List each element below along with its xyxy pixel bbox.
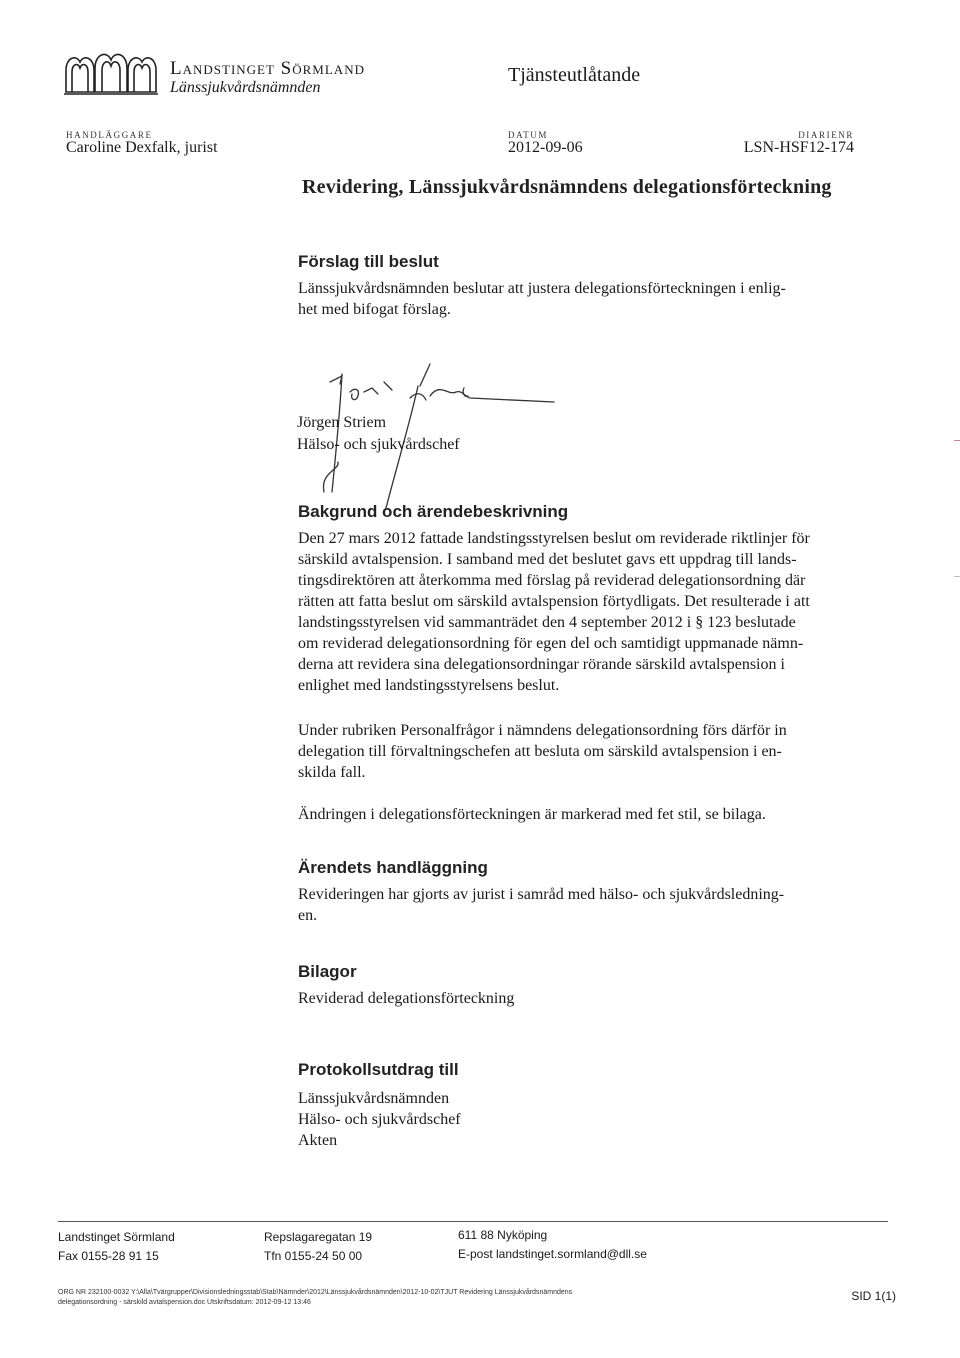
bilagor-item: Reviderad delegationsförteckning: [298, 990, 515, 1007]
handlaggning-text: [298, 884, 890, 926]
text-line: Den 27 mars 2012 fattade landstingsstyrelsen beslut om reviderade riktlinjer för: [298, 530, 810, 547]
andring-paragraph: Ändringen i delegationsförteckningen är markerad med fet stil, se bilaga.: [298, 806, 766, 823]
handlaggare-value: Caroline Dexfalk, jurist: [66, 139, 218, 156]
datum-label: DATUM: [508, 130, 549, 140]
page-number: SID 1(1): [851, 1289, 896, 1303]
document-title: Revidering, Länssjukvårdsnämndens delegationsförteckning: [302, 176, 832, 198]
text-line: särskild avtalspension. I samband med det beslutet gavs ett uppdrag till lands-: [298, 551, 797, 568]
bakgrund-heading: Bakgrund och ärendebeskrivning: [298, 502, 569, 521]
footer-divider: [58, 1221, 888, 1222]
diarienr-label: DIARIENR: [798, 130, 854, 140]
file-path-line: delegationsordning - särskild avtalspension.doc Utskriftsdatum: 2012-09-12 13:46: [58, 1299, 311, 1306]
list-item: Akten: [298, 1132, 338, 1149]
handlaggning-heading: Ärendets handläggning: [298, 858, 488, 877]
footer-phone: Tfn 0155-24 50 00: [264, 1249, 363, 1263]
signatory-name: Jörgen Striem: [297, 414, 387, 431]
text-line: derna att revidera sina delegationsordningar rörande särskild avtalspension i: [298, 656, 785, 673]
protokoll-list: [298, 1088, 890, 1151]
text-line: om reviderad delegationsordning för egen del och samtidigt uppmanade nämn-: [298, 635, 804, 652]
text-line: landstingsstyrelsen vid sammanträdet den 4 september 2012 i § 123 beslutade: [298, 614, 796, 631]
margin-mark: [954, 576, 960, 577]
document-type: Tjänsteutlåtande: [508, 64, 641, 86]
list-item: Hälso- och sjukvårdschef: [298, 1111, 461, 1128]
bilagor-heading: Bilagor: [298, 962, 357, 981]
crown-logo-icon: [62, 48, 160, 96]
text-line: en.: [298, 907, 318, 924]
footer-file-path: [58, 1288, 798, 1308]
text-line: skilda fall.: [298, 764, 366, 781]
datum-value: 2012-09-06: [508, 139, 583, 156]
org-name: Landstinget Sörmland: [170, 58, 365, 79]
org-subtitle: Länssjukvårdsnämnden: [170, 79, 321, 96]
text-line: Länssjukvårdsnämnden beslutar att justera delegationsförteckningen i enlig-: [298, 280, 786, 297]
footer-fax: Fax 0155-28 91 15: [58, 1249, 159, 1263]
footer-email: E-post landstinget.sormland@dll.se: [458, 1247, 647, 1261]
text-line: Revideringen har gjorts av jurist i samråd med hälso- och sjukvårdsledning-: [298, 886, 785, 903]
footer-org: Landstinget Sörmland: [58, 1230, 175, 1244]
text-line: enlighet med landstingsstyrelsens beslut.: [298, 677, 560, 694]
text-line: rätten att fatta beslut om särskild avtalspension förtydligats. Det resulterade i att: [298, 593, 810, 610]
footer-postal: 611 88 Nyköping: [458, 1228, 548, 1242]
diarienr-value: LSN-HSF12-174: [743, 139, 854, 156]
footer-address: Repslagaregatan 19: [264, 1230, 373, 1244]
text-line: het med bifogat förslag.: [298, 301, 451, 318]
list-item: Länssjukvårdsnämnden: [298, 1090, 450, 1107]
personalfragor-paragraph: [298, 720, 890, 783]
protokoll-heading: Protokollsutdrag till: [298, 1060, 459, 1079]
forslag-heading: Förslag till beslut: [298, 252, 439, 271]
text-line: Under rubriken Personalfrågor i nämndens delegationsordning förs därför in: [298, 722, 787, 739]
text-line: tingsdirektören att återkomma med förslag på reviderad delegationsordning där: [298, 572, 806, 589]
forslag-text: [298, 278, 890, 320]
signatory-role: Hälso- och sjukvårdschef: [297, 436, 460, 453]
handlaggare-label: HANDLÄGGARE: [66, 130, 153, 140]
bakgrund-paragraph: [298, 528, 890, 696]
file-path-line: ORG NR 232100-0032 Y:\Alla\Tvärgrupper\Divisionsledningsstab\Stab\Nämnder\2012\Länssjukvårdsnämnden\2012-10-02\TJUT Revidering Länssjukvårdsnämndens: [58, 1289, 573, 1296]
handwritten-signature: [280, 352, 570, 512]
text-line: delegation till förvaltningschefen att besluta om särskild avtalspension i en-: [298, 743, 782, 760]
margin-mark: [954, 440, 960, 441]
